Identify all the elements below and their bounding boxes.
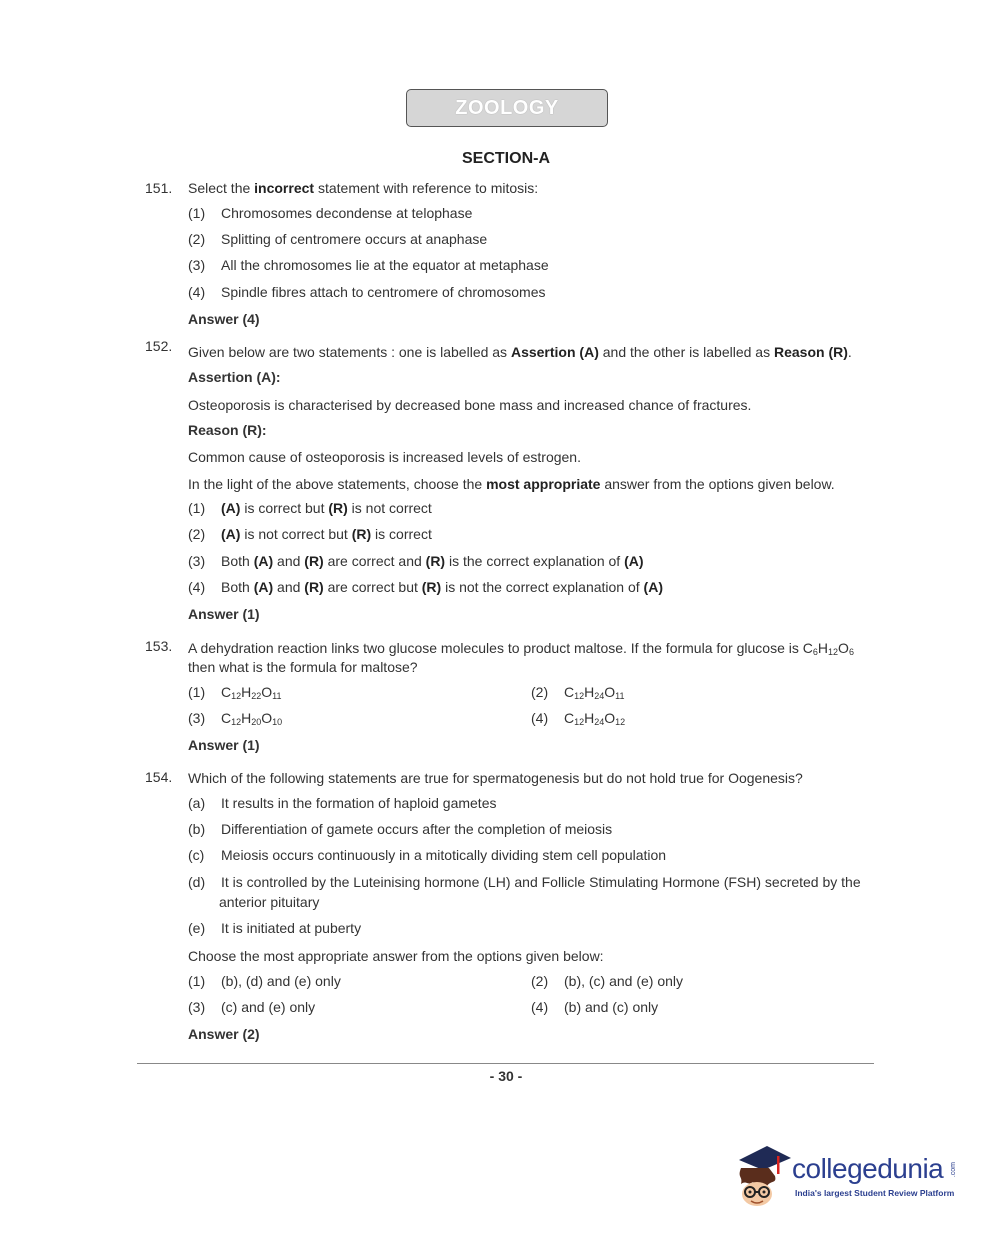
brand-wordmark: collegedunia bbox=[792, 1153, 944, 1184]
question-stem: Which of the following statements are true for spermatogenesis but do not hold true for Oogenesis? bbox=[188, 770, 803, 786]
brand-suffix: .com bbox=[950, 1162, 957, 1178]
option: (1) (b), (d) and (e) only bbox=[188, 973, 341, 989]
section-banner bbox=[406, 89, 608, 127]
option: (1) (A) is correct but (R) is not correct bbox=[188, 500, 432, 516]
brand-tagline: India's largest Student Review Platform bbox=[795, 1188, 955, 1198]
option: (3) All the chromosomes lie at the equator at metaphase bbox=[188, 257, 549, 273]
question-stem: Given below are two statements : one is labelled as Assertion (A) and the other is labelled as Reason (R). bbox=[188, 344, 852, 360]
footer-divider bbox=[137, 1063, 874, 1064]
statement: (a) It results in the formation of haploid gametes bbox=[188, 795, 497, 811]
page-number: - 30 - bbox=[489, 1068, 523, 1084]
question-number: 152. bbox=[145, 338, 173, 354]
reason-text: Common cause of osteoporosis is increased levels of estrogen. bbox=[188, 449, 581, 465]
option: (2) (b), (c) and (e) only bbox=[531, 973, 684, 989]
option: (4) Both (A) and (R) are correct but (R) is not the correct explanation of (A) bbox=[188, 579, 663, 595]
option: (3) Both (A) and (R) are correct and (R) is the correct explanation of (A) bbox=[188, 553, 644, 569]
mascot-logo-icon bbox=[733, 1138, 793, 1208]
option: (2) Splitting of centromere occurs at anaphase bbox=[188, 231, 488, 247]
instruction: In the light of the above statements, choose the most appropriate answer from the options given below. bbox=[188, 476, 835, 492]
assertion-text: Osteoporosis is characterised by decreased bone mass and increased chance of fractures. bbox=[188, 397, 752, 413]
option: (2) (A) is not correct but (R) is correct bbox=[188, 526, 432, 542]
statement-continuation: anterior pituitary bbox=[219, 894, 320, 910]
question-number: 151. bbox=[145, 180, 173, 196]
answer: Answer (1) bbox=[188, 606, 260, 622]
section-title: SECTION-A bbox=[462, 150, 550, 167]
banner-title: ZOOLOGY bbox=[455, 96, 559, 119]
glucose-formula: $C_6H_{12}O_6$ bbox=[802, 640, 854, 657]
option: (1) $C_{12}H_{22}O_{11}$ bbox=[188, 684, 282, 701]
statement: (d) It is controlled by the Luteinising hormone (LH) and Follicle Stimulating Hormone (FSH) secreted by the bbox=[188, 874, 861, 890]
statement: (b) Differentiation of gamete occurs after the completion of meiosis bbox=[188, 821, 613, 837]
assertion-label: Assertion (A): bbox=[188, 369, 281, 385]
answer: Answer (2) bbox=[188, 1026, 260, 1042]
question-stem: Select the incorrect statement with reference to mitosis: bbox=[188, 180, 539, 196]
instruction: Choose the most appropriate answer from the options given below: bbox=[188, 948, 604, 964]
option: (3) $C_{12}H_{20}O_{10}$ bbox=[188, 710, 283, 727]
question-number: 154. bbox=[145, 769, 173, 785]
answer: Answer (1) bbox=[188, 737, 260, 753]
question-number: 153. bbox=[145, 638, 173, 654]
option: (4) Spindle fibres attach to centromere of chromosomes bbox=[188, 284, 546, 300]
answer: Answer (4) bbox=[188, 311, 260, 327]
question-stem-line2: then what is the formula for maltose? bbox=[188, 659, 418, 675]
question-stem: A dehydration reaction links two glucose molecules to product maltose. If the formula for glucose is $C_6H_{12}O_6$ bbox=[188, 640, 854, 657]
option: (4) (b) and (c) only bbox=[531, 999, 659, 1015]
option: (2) $C_{12}H_{24}O_{11}$ bbox=[531, 684, 625, 701]
statement: (c) Meiosis occurs continuously in a mitotically dividing stem cell population bbox=[188, 847, 667, 863]
reason-label: Reason (R): bbox=[188, 422, 267, 438]
option: (3) (c) and (e) only bbox=[188, 999, 316, 1015]
statement: (e) It is initiated at puberty bbox=[188, 920, 362, 936]
option: (1) Chromosomes decondense at telophase bbox=[188, 205, 473, 221]
option: (4) $C_{12}H_{24}O_{12}$ bbox=[531, 710, 626, 727]
